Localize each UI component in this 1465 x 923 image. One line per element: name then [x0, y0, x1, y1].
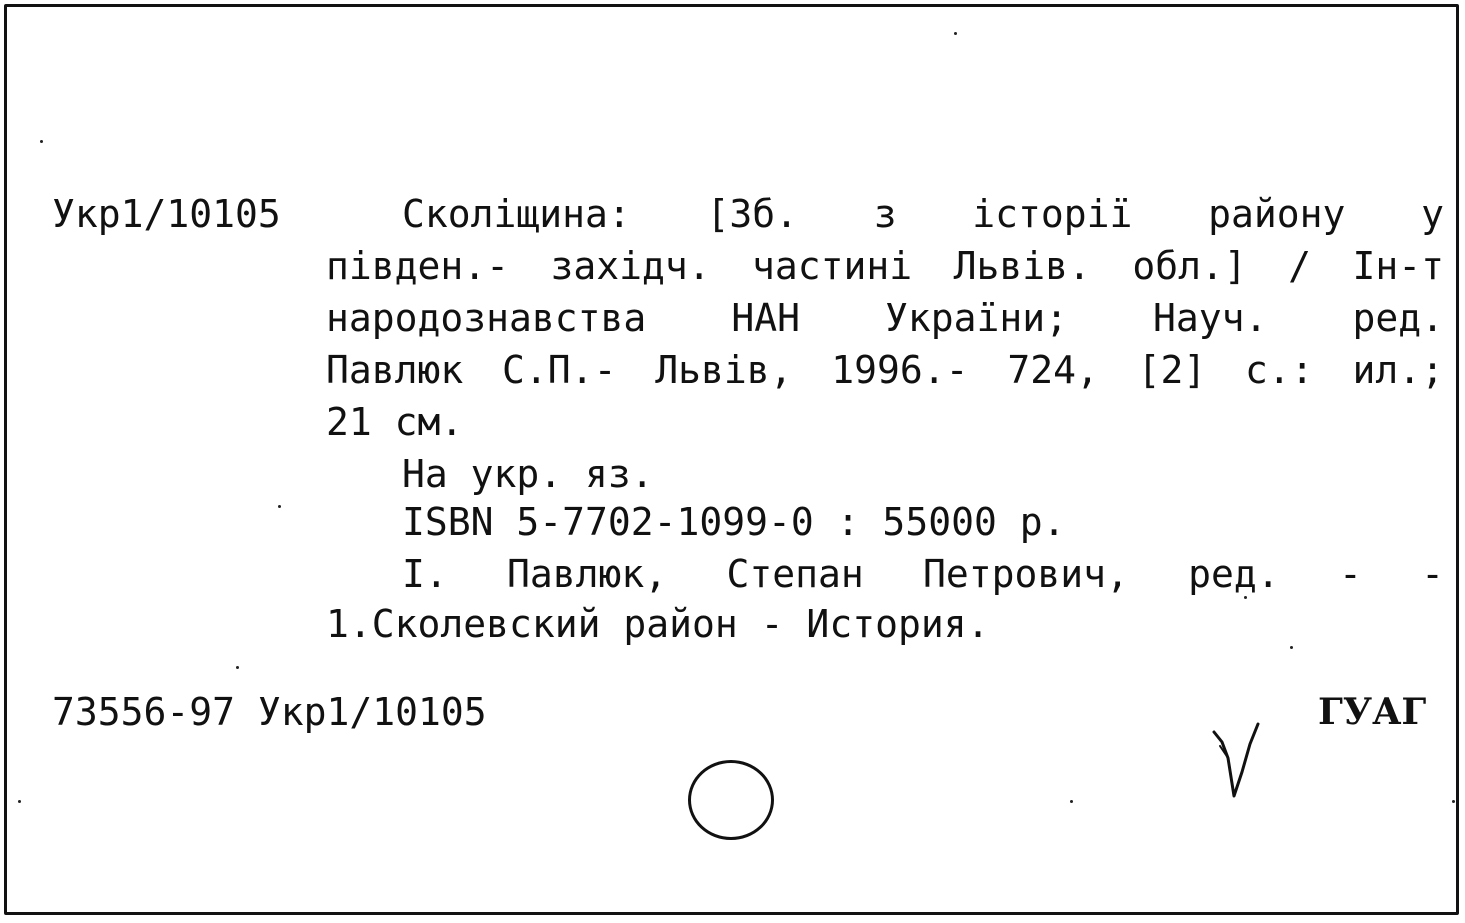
circle-stamp-icon: [688, 760, 774, 840]
description-line-3: народознавства НАН України; Науч. ред.: [326, 296, 1444, 340]
speck: [278, 505, 281, 508]
shelf-mark: Укр1/10105: [52, 192, 281, 236]
speck: [18, 800, 21, 803]
isbn-price: ISBN 5-7702-1099-0 : 55000 р.: [402, 500, 1066, 544]
description-line-4: Павлюк С.П.- Львів, 1996.- 724, [2] с.: ил.;: [326, 348, 1444, 392]
speck: [954, 32, 957, 35]
accession-number: 73556-97 Укр1/10105: [52, 690, 487, 734]
speck: [236, 666, 239, 669]
check-mark-icon: [1200, 718, 1270, 808]
speck: [1452, 800, 1455, 803]
added-entry: I. Павлюк, Степан Петрович, ред. - -: [402, 552, 1444, 596]
speck: [40, 140, 43, 143]
description-line-5: 21 см.: [326, 400, 464, 444]
description-line-2: півден.- західч. частині Львів. обл.] / Ін-т: [326, 244, 1444, 288]
speck: [1290, 646, 1293, 649]
description-line-1: Сколіщина: [Зб. з історії району у: [402, 192, 1444, 236]
speck: [1244, 596, 1247, 599]
language-note: На укр. яз.: [402, 452, 654, 496]
library-code: ГУАГ: [1318, 691, 1427, 733]
subject-heading: 1.Сколевский район - История.: [326, 602, 990, 646]
speck: [1070, 800, 1073, 803]
